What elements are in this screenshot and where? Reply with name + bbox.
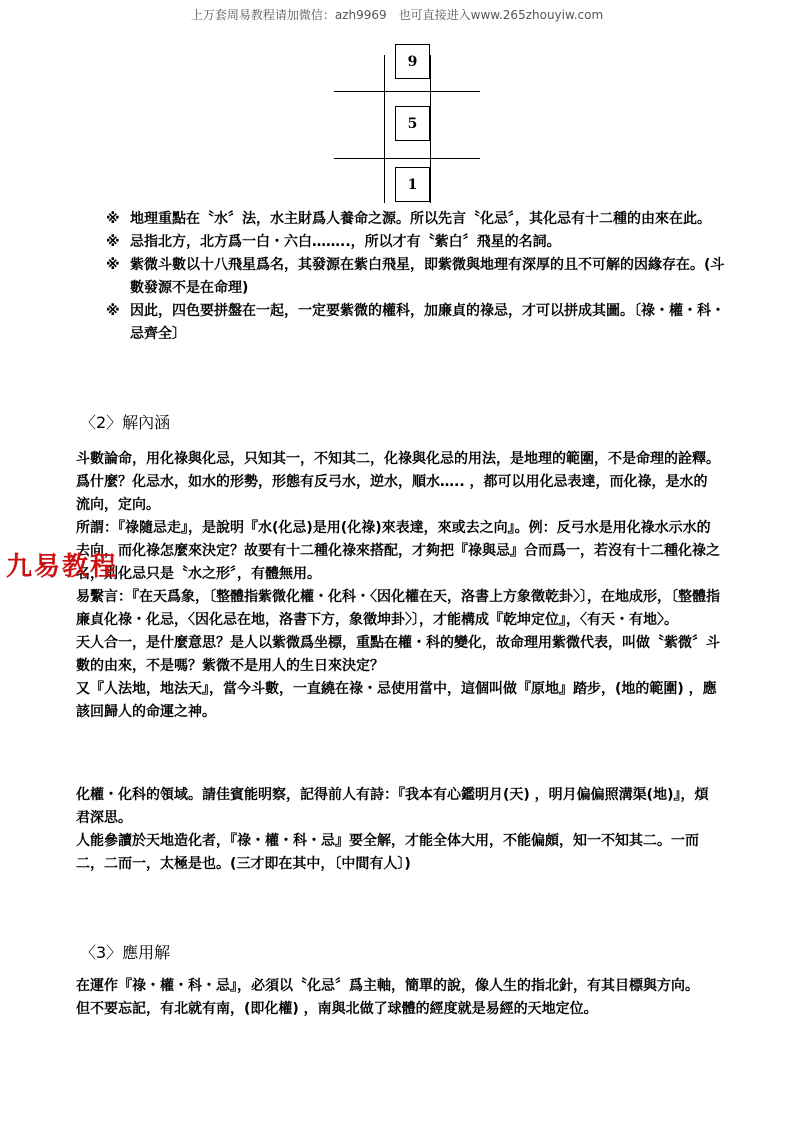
note-text: 因此，四色要拼盤在一起，一定要紫微的權科，加廉貞的祿忌，才可以拼成其圖。〔祿・權・科・忌齊全〕	[130, 303, 725, 342]
luoshu-diagram	[334, 43, 480, 203]
paragraph: 天人合一，是什麼意思？是人以紫微爲坐標，重點在權・科的變化，故命理用紫微代表，叫做〝紫微〞斗數的由來，不是嗎？紫微不是用人的生日來決定？	[76, 635, 720, 674]
note-mark: ※	[106, 257, 120, 273]
notes-list	[106, 208, 726, 346]
diagram-vertical-line-right	[430, 55, 431, 203]
section-3-title: 〈3〉應用解	[80, 943, 171, 962]
note-item	[106, 300, 726, 346]
section-2-body-continued	[76, 784, 720, 876]
paragraph: 易繫言：『在天爲象，〔整體指紫微化權・化科・〈因化權在天，洛書上方象徵乾卦〉〕，在地成形，〔整體指廉貞化祿・化忌，〈因化忌在地，洛書下方，象徵坤卦〉〕，才能構成『乾坤定位』，〈有天・有地〉。	[76, 589, 720, 628]
section-2-body	[76, 448, 720, 724]
diagram-horizontal-line-top	[334, 91, 480, 92]
section-2-title: 〈2〉解內涵	[80, 413, 171, 432]
diagram-box-bottom: 1	[395, 167, 430, 202]
note-mark: ※	[106, 211, 120, 227]
diagram-box-top: 9	[395, 44, 430, 79]
paragraph: 人能參讀於天地造化者，『祿・權・科・忌』要全解，才能全体大用，不能偏頗，知一不知其二。一而二，二而一，太極是也。(三才即在其中，〔中間有人〕)	[76, 833, 699, 872]
note-text: 地理重點在〝水〞法，水主財爲人養命之源。所以先言〝化忌〞，其化忌有十二種的由來在此。	[130, 211, 711, 227]
note-text: 紫微斗數以十八飛星爲名，其發源在紫白飛星，即紫微與地理有深厚的且不可解的因緣存在。(斗數發源不是在命理)	[130, 257, 725, 296]
page-header-ad: 上万套周易教程请加微信：azh9969 也可直接进入www.265zhouyiw.com	[190, 8, 604, 22]
note-mark: ※	[106, 234, 120, 250]
note-item	[106, 231, 726, 254]
note-item	[106, 254, 726, 300]
note-item	[106, 208, 726, 231]
diagram-horizontal-line-bottom	[334, 158, 480, 159]
paragraph: 在運作『祿・權・科・忌』，必須以〝化忌〞爲主軸，簡單的說，像人生的指北針，有其目標與方向。	[76, 978, 699, 994]
section-3-body	[76, 975, 720, 1021]
paragraph: 斗數論命，用化祿與化忌，只知其一，不知其二，化祿與化忌的用法，是地理的範圍，不是命理的詮釋。爲什麼？化忌水，如水的形勢，形態有反弓水，逆水，順水….. ，都可以用化忌表達，而化祿，是水的流向，定向。	[76, 451, 720, 513]
watermark-logo: 九易教程	[6, 552, 119, 582]
paragraph: 但不要忘記，有北就有南，(即化權) ，南與北做了球體的經度就是易經的天地定位。	[76, 1001, 598, 1017]
paragraph: 化權・化科的領域。請佳賓能明察，記得前人有詩：『我本有心鑑明月(天) ，明月偏偏照溝渠(地)』，煩君深思。	[76, 787, 709, 826]
paragraph: 所謂：『祿隨忌走』，是說明『水(化忌)是用(化祿)來表達，來或去之向』。例：反弓水是用化祿水示水的去向，而化祿怎麼來決定？故要有十二種化祿來搭配，才夠把『祿與忌』合而爲一，若沒有十二種化祿之名，則化忌只是〝水之形〞，有體無用。	[76, 520, 720, 582]
note-mark: ※	[106, 303, 120, 319]
diagram-box-middle: 5	[395, 106, 430, 141]
note-text: 忌指北方，北方爲一白・六白……..，所以才有〝紫白〞飛星的名詞。	[130, 234, 561, 250]
paragraph: 又『人法地，地法天』，當今斗數，一直繞在祿・忌使用當中，這個叫做『原地』踏步，(地的範圍) ，應該回歸人的命運之神。	[76, 681, 717, 720]
diagram-vertical-line-left	[384, 55, 385, 203]
